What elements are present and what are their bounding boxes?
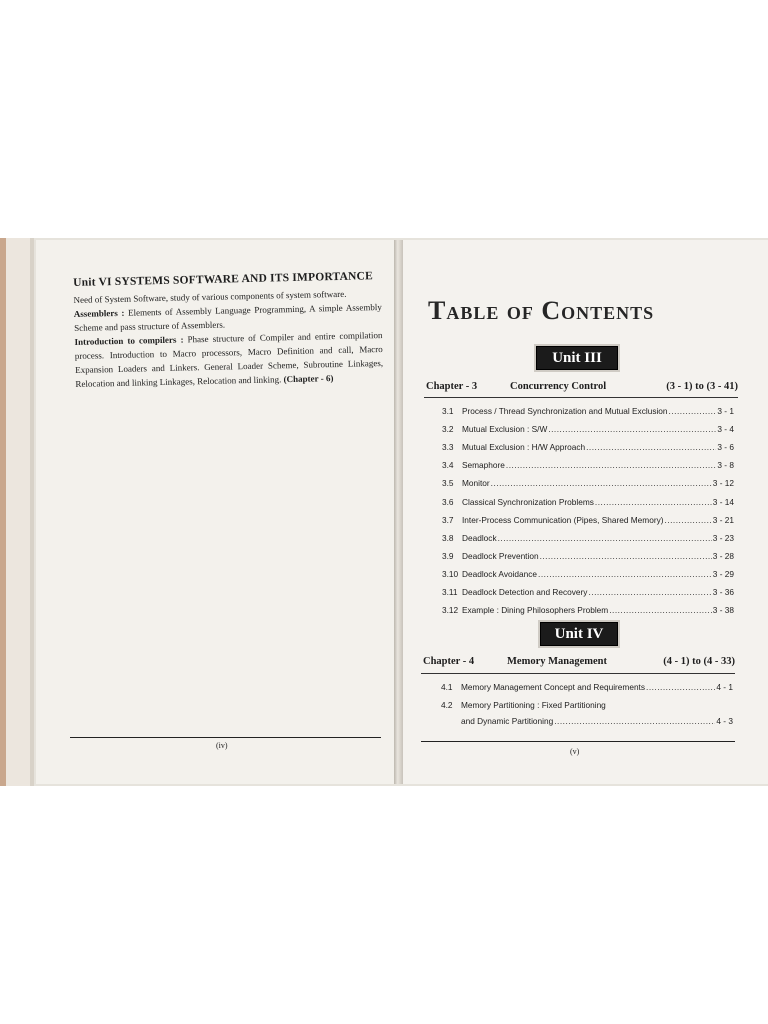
entry-title: Semaphore <box>462 460 505 470</box>
leader-dots <box>540 551 712 561</box>
toc-entry <box>442 497 734 507</box>
page-number: (v) <box>570 747 580 756</box>
entry-number: 3.9 <box>442 551 454 561</box>
entry-number: 3.10 <box>442 569 459 579</box>
leader-dots <box>665 515 712 525</box>
leader-dots <box>491 478 712 488</box>
entry-page: 3 - 4 <box>717 424 734 434</box>
entry-page: 3 - 12 <box>712 478 734 488</box>
entry-page: 4 - 1 <box>716 682 733 692</box>
chapter-range: (4 - 1) to (4 - 33) <box>663 656 735 667</box>
entry-number: 3.12 <box>442 605 459 615</box>
bottom-rule <box>421 741 735 742</box>
entry-title: Memory Management Concept and Requirements <box>461 682 646 692</box>
entry-title: Deadlock Detection and Recovery <box>462 587 588 597</box>
entry-number: 3.1 <box>442 406 454 416</box>
entry-number: 3.2 <box>442 424 454 434</box>
entry-page: 3 - 21 <box>712 515 734 525</box>
chapter-ref: (Chapter - 6) <box>281 373 334 385</box>
entry-number: 4.1 <box>441 682 453 692</box>
book-edge <box>0 238 34 786</box>
entry-page: 3 - 14 <box>712 497 734 507</box>
para-text: Need of System Software, study of various components of system software. <box>73 288 347 305</box>
leader-dots <box>538 569 712 579</box>
toc-entry <box>442 587 734 597</box>
entry-title: Deadlock Prevention <box>462 551 539 561</box>
entry-title: Deadlock Avoidance <box>462 569 538 579</box>
chapter-rule <box>424 397 738 398</box>
chapter-label: Chapter - 3 <box>426 381 478 392</box>
entry-page: 3 - 6 <box>717 442 734 452</box>
para-text: Phase structure of Compiler and entire compilation process. Introduction to Macro processors, Macro Definition and call, Macro Expansion Loaders and Linkers. General Loader Scheme, Subroutine Linkages, Relocation and linking Linkages, Relocation and linking. <box>74 329 384 389</box>
toc-entry-continued <box>441 716 733 726</box>
toc-entry <box>442 533 734 543</box>
entry-page: 3 - 29 <box>712 569 734 579</box>
entry-title: Mutual Exclusion : S/W <box>462 424 548 434</box>
entry-page: 3 - 28 <box>712 551 734 561</box>
entry-page: 3 - 38 <box>712 605 734 615</box>
entry-title: Memory Partitioning : Fixed Partitioning <box>461 700 606 710</box>
leader-dots <box>646 682 715 692</box>
entry-number: 3.11 <box>442 587 458 597</box>
leader-dots <box>609 605 712 615</box>
entry-page: 3 - 8 <box>717 460 734 470</box>
entry-title: Process / Thread Synchronization and Mutual Exclusion <box>462 406 668 416</box>
entry-page: 3 - 1 <box>717 406 734 416</box>
toc-entry <box>441 682 733 692</box>
bottom-rule <box>70 737 381 738</box>
leader-dots <box>669 406 717 416</box>
entry-number: 3.6 <box>442 497 454 507</box>
leader-dots <box>554 716 715 726</box>
toc-entry <box>442 605 734 615</box>
unit-heading: Unit VI SYSTEMS SOFTWARE AND ITS IMPORTANCE <box>73 270 374 289</box>
page-number: (iv) <box>216 741 228 750</box>
leader-dots <box>588 587 711 597</box>
chapter-title: Concurrency Control <box>510 381 607 392</box>
toc-entry <box>442 442 734 452</box>
entry-title: Mutual Exclusion : H/W Approach <box>462 442 586 452</box>
entry-number: 3.8 <box>442 533 454 543</box>
chapter-range: (3 - 1) to (3 - 41) <box>666 381 738 392</box>
leader-dots <box>498 533 712 543</box>
entry-title: Classical Synchronization Problems <box>462 497 594 507</box>
entry-title: Monitor <box>462 478 490 488</box>
entry-title: and Dynamic Partitioning <box>461 716 554 726</box>
toc-entry <box>442 424 734 434</box>
toc-entry <box>442 406 734 416</box>
para-label: Introduction to compilers : <box>74 334 184 347</box>
chapter-rule <box>421 673 735 674</box>
book-gutter <box>394 240 403 784</box>
entry-title: Inter-Process Communication (Pipes, Shared Memory) <box>462 515 664 525</box>
syllabus-block <box>73 269 384 391</box>
toc-entry <box>441 700 733 710</box>
entry-page: 4 - 3 <box>716 716 733 726</box>
toc-entry <box>442 478 734 488</box>
entry-title: Example : Dining Philosophers Problem <box>462 605 609 615</box>
entry-number: 3.7 <box>442 515 454 525</box>
entry-page: 3 - 36 <box>712 587 734 597</box>
entry-number: 3.3 <box>442 442 454 452</box>
entry-page: 3 - 23 <box>712 533 734 543</box>
toc-title: Table of Contents <box>428 296 655 325</box>
leader-dots <box>548 424 716 434</box>
entry-number: 3.4 <box>442 460 454 470</box>
leader-dots <box>595 497 712 507</box>
toc-entry <box>442 569 734 579</box>
unit-badge: Unit III <box>536 346 618 370</box>
entry-title: Deadlock <box>462 533 497 543</box>
toc-entry <box>442 551 734 561</box>
para-text: Elements of Assembly Language Programming, A simple Assembly Scheme and pass structure of Assemblers. <box>74 302 382 333</box>
leader-dots <box>586 442 716 452</box>
chapter-label: Chapter - 4 <box>423 656 475 667</box>
unit-badge: Unit IV <box>540 622 618 646</box>
leader-dots <box>506 460 716 470</box>
syllabus-paragraph <box>74 328 383 391</box>
entry-number: 4.2 <box>441 700 453 710</box>
para-label: Assemblers : <box>73 307 125 319</box>
chapter-title: Memory Management <box>507 656 608 667</box>
toc-entry <box>442 460 734 470</box>
entry-number: 3.5 <box>442 478 454 488</box>
toc-entry <box>442 515 734 525</box>
